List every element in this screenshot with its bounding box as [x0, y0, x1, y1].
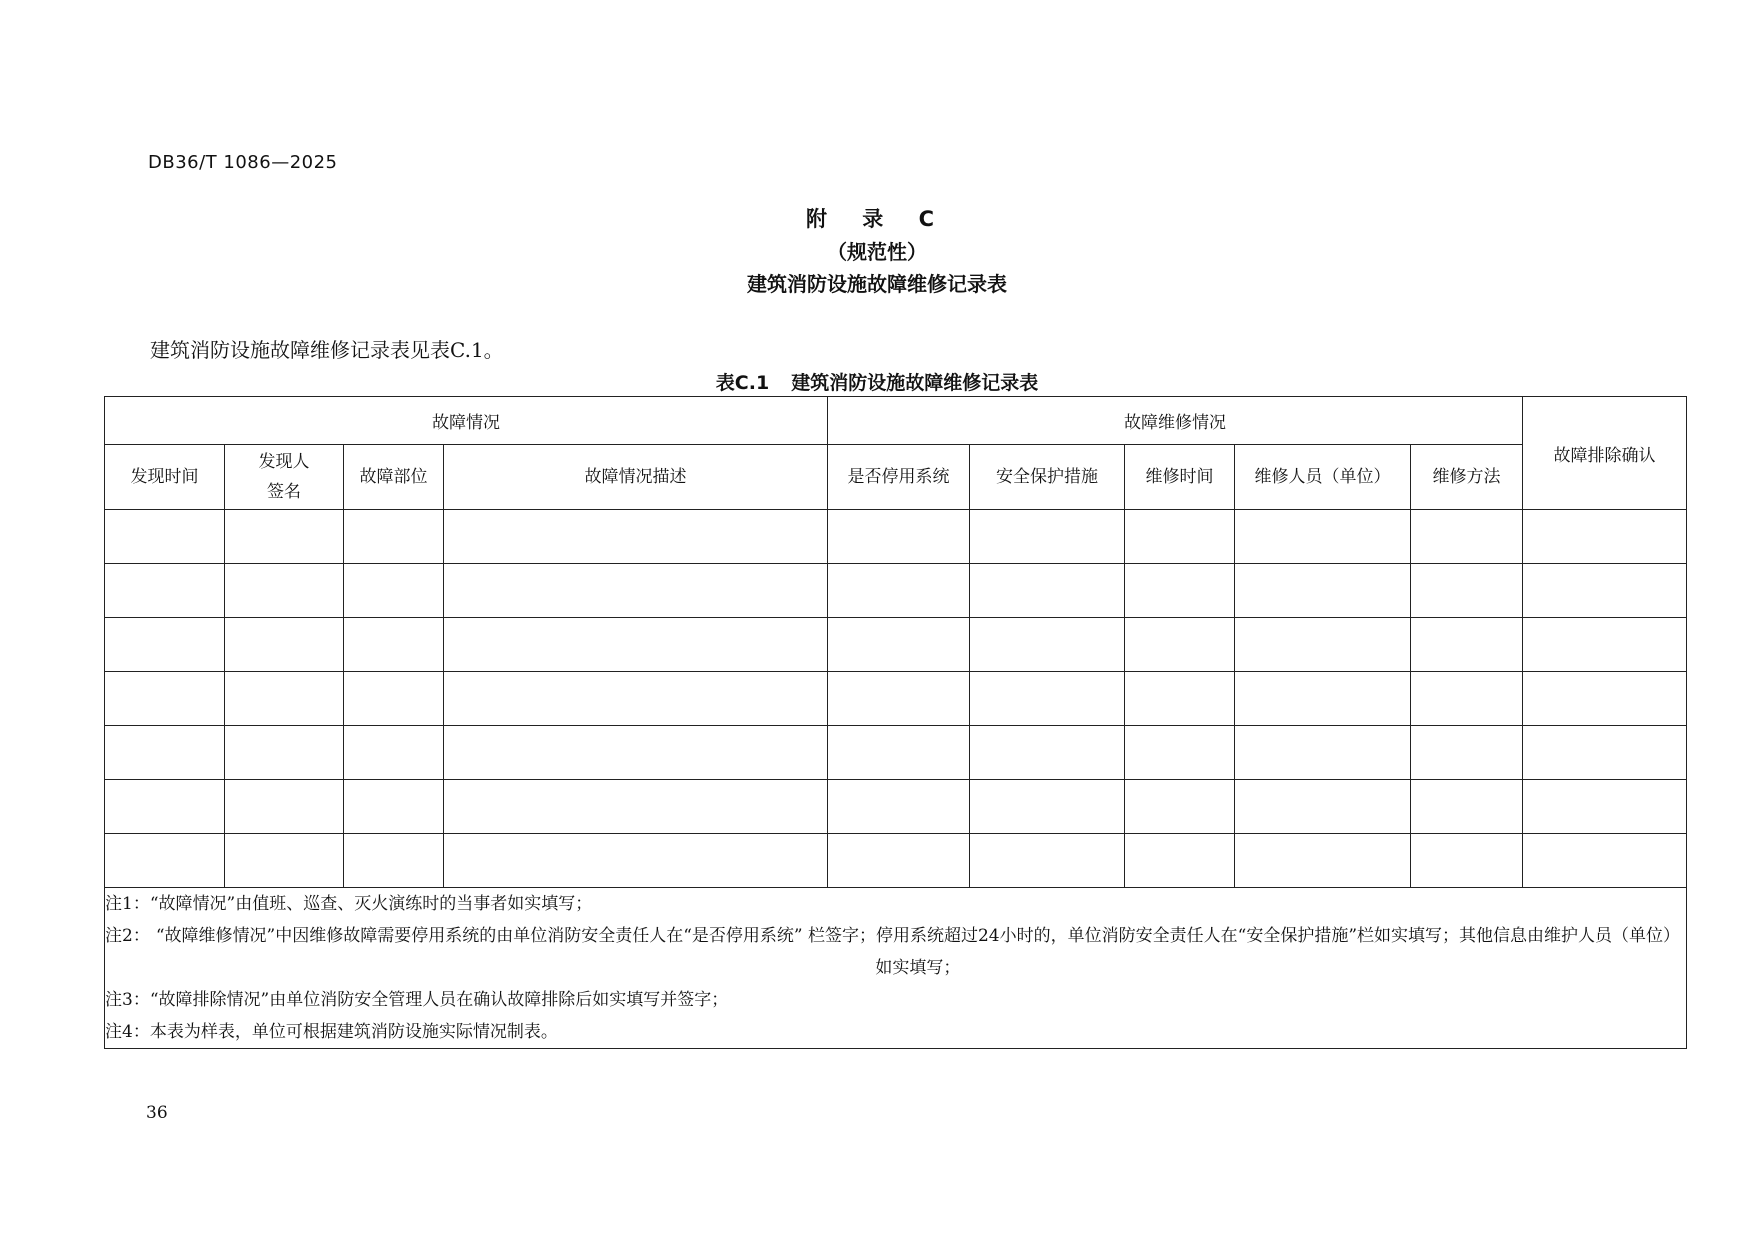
table-row: [105, 834, 1687, 888]
table-caption-title: 建筑消防设施故障维修记录表: [791, 372, 1039, 394]
note-label: 注1：: [105, 894, 150, 914]
table-cell[interactable]: [1235, 618, 1411, 672]
table-column-header-row: [105, 445, 1687, 510]
table-cell[interactable]: [225, 564, 344, 618]
table-cell[interactable]: [344, 618, 444, 672]
group-header-repair: 故障维修情况: [828, 397, 1523, 445]
table-cell[interactable]: [344, 510, 444, 564]
table-cell[interactable]: [1235, 834, 1411, 888]
table-cell[interactable]: [970, 510, 1125, 564]
table-cell[interactable]: [444, 672, 828, 726]
table-cell[interactable]: [828, 780, 970, 834]
table-cell[interactable]: [225, 726, 344, 780]
table-row: [105, 726, 1687, 780]
table-cell[interactable]: [225, 672, 344, 726]
table-cell[interactable]: [970, 618, 1125, 672]
table-cell[interactable]: [1523, 726, 1687, 780]
appendix-label: 附 录 C: [805, 207, 949, 231]
table-cell[interactable]: [1523, 618, 1687, 672]
table-cell[interactable]: [344, 780, 444, 834]
col-header-repair-time: 维修时间: [1125, 445, 1235, 510]
intro-paragraph: 建筑消防设施故障维修记录表见表C.1。: [150, 338, 504, 362]
table-cell[interactable]: [828, 564, 970, 618]
table-cell[interactable]: [1411, 672, 1523, 726]
table-row: [105, 564, 1687, 618]
note-label: 注2：: [105, 926, 150, 946]
table-cell[interactable]: [344, 672, 444, 726]
table-cell[interactable]: [1125, 834, 1235, 888]
note-text: 本表为样表，单位可根据建筑消防设施实际情况制表。: [149, 1022, 558, 1042]
note-2: [105, 920, 1686, 984]
table-cell[interactable]: [970, 726, 1125, 780]
table-cell[interactable]: [344, 834, 444, 888]
table-cell[interactable]: [828, 510, 970, 564]
table-row: [105, 510, 1687, 564]
note-text: “故障维修情况”中因维修故障需要停用系统的由单位消防安全责任人在“是否停用系统” 栏签字；停用系统超过24小时的，单位消防安全责任人在“安全保护措施”栏如实填写；其他信息由维护人员（单位）如实填写；: [155, 926, 1681, 978]
table-cell[interactable]: [444, 564, 828, 618]
standard-code: DB36/T 1086—2025: [148, 152, 338, 173]
note-label: 注4：: [105, 1022, 150, 1042]
col-header-finder-line1: 发现人: [258, 452, 310, 472]
table-cell[interactable]: [1235, 564, 1411, 618]
table-cell[interactable]: [225, 510, 344, 564]
table-cell[interactable]: [1523, 510, 1687, 564]
note-text: “故障排除情况”由单位消防安全管理人员在确认故障排除后如实填写并签字；: [149, 990, 729, 1010]
table-notes-row: [105, 888, 1687, 1049]
col-header-fault-description: 故障情况描述: [444, 445, 828, 510]
note-3: [105, 984, 1686, 1016]
table-notes: [105, 888, 1687, 1049]
table-cell[interactable]: [105, 672, 225, 726]
table-cell[interactable]: [444, 726, 828, 780]
note-1: [105, 888, 1686, 920]
group-header-confirm: 故障排除确认: [1523, 397, 1687, 510]
col-header-safety-measures: 安全保护措施: [970, 445, 1125, 510]
col-header-finder-signature: [225, 445, 344, 510]
table-cell[interactable]: [444, 834, 828, 888]
col-header-found-time: 发现时间: [105, 445, 225, 510]
table-cell[interactable]: [828, 726, 970, 780]
table-cell[interactable]: [105, 564, 225, 618]
table-cell[interactable]: [105, 726, 225, 780]
table-cell[interactable]: [1411, 726, 1523, 780]
table-caption-number: 表C.1: [715, 372, 770, 394]
appendix-type: （规范性）: [827, 240, 927, 264]
table-cell[interactable]: [1523, 564, 1687, 618]
table-cell[interactable]: [970, 834, 1125, 888]
table-cell[interactable]: [105, 780, 225, 834]
table-cell[interactable]: [105, 510, 225, 564]
table-row: [105, 672, 1687, 726]
table-cell[interactable]: [1523, 834, 1687, 888]
col-header-repair-personnel: 维修人员（单位）: [1235, 445, 1411, 510]
table-cell[interactable]: [1411, 510, 1523, 564]
page-number: 36: [146, 1103, 168, 1123]
table-cell[interactable]: [105, 834, 225, 888]
table-cell[interactable]: [828, 672, 970, 726]
table-cell[interactable]: [444, 618, 828, 672]
table-cell[interactable]: [1523, 672, 1687, 726]
table-cell[interactable]: [444, 780, 828, 834]
table-cell[interactable]: [1125, 510, 1235, 564]
table-cell[interactable]: [344, 726, 444, 780]
table-cell[interactable]: [344, 564, 444, 618]
table-cell[interactable]: [1411, 564, 1523, 618]
table-cell[interactable]: [1125, 564, 1235, 618]
table-cell[interactable]: [225, 618, 344, 672]
table-cell[interactable]: [1411, 618, 1523, 672]
table-cell[interactable]: [444, 510, 828, 564]
table-cell[interactable]: [970, 780, 1125, 834]
note-4: [105, 1016, 1686, 1048]
note-label: 注3：: [105, 990, 150, 1010]
table-cell[interactable]: [1125, 726, 1235, 780]
table-cell[interactable]: [1125, 780, 1235, 834]
table-cell[interactable]: [1235, 672, 1411, 726]
table-cell[interactable]: [225, 780, 344, 834]
table-cell[interactable]: [828, 618, 970, 672]
table-row: [105, 618, 1687, 672]
table-cell[interactable]: [1235, 726, 1411, 780]
table-cell[interactable]: [970, 564, 1125, 618]
table-cell[interactable]: [1125, 672, 1235, 726]
col-header-fault-location: 故障部位: [344, 445, 444, 510]
table-cell[interactable]: [225, 834, 344, 888]
table-cell[interactable]: [970, 672, 1125, 726]
table-cell[interactable]: [1235, 510, 1411, 564]
note-text: “故障情况”由值班、巡查、灭火演练时的当事者如实填写；: [149, 894, 593, 914]
col-header-system-stopped: 是否停用系统: [828, 445, 970, 510]
table-cell[interactable]: [1411, 780, 1523, 834]
table-cell[interactable]: [1411, 834, 1523, 888]
group-header-fault: 故障情况: [105, 397, 828, 445]
table-row: [105, 780, 1687, 834]
table-group-header-row: [105, 397, 1687, 445]
table-caption: [0, 368, 1754, 395]
table-cell[interactable]: [1125, 618, 1235, 672]
table-cell[interactable]: [105, 618, 225, 672]
table-cell[interactable]: [1523, 780, 1687, 834]
col-header-finder-line2: 签名: [267, 482, 301, 502]
table-cell[interactable]: [828, 834, 970, 888]
appendix-title: 建筑消防设施故障维修记录表: [747, 272, 1007, 296]
repair-record-table: [104, 396, 1687, 1049]
col-header-repair-method: 维修方法: [1411, 445, 1523, 510]
table-cell[interactable]: [1235, 780, 1411, 834]
